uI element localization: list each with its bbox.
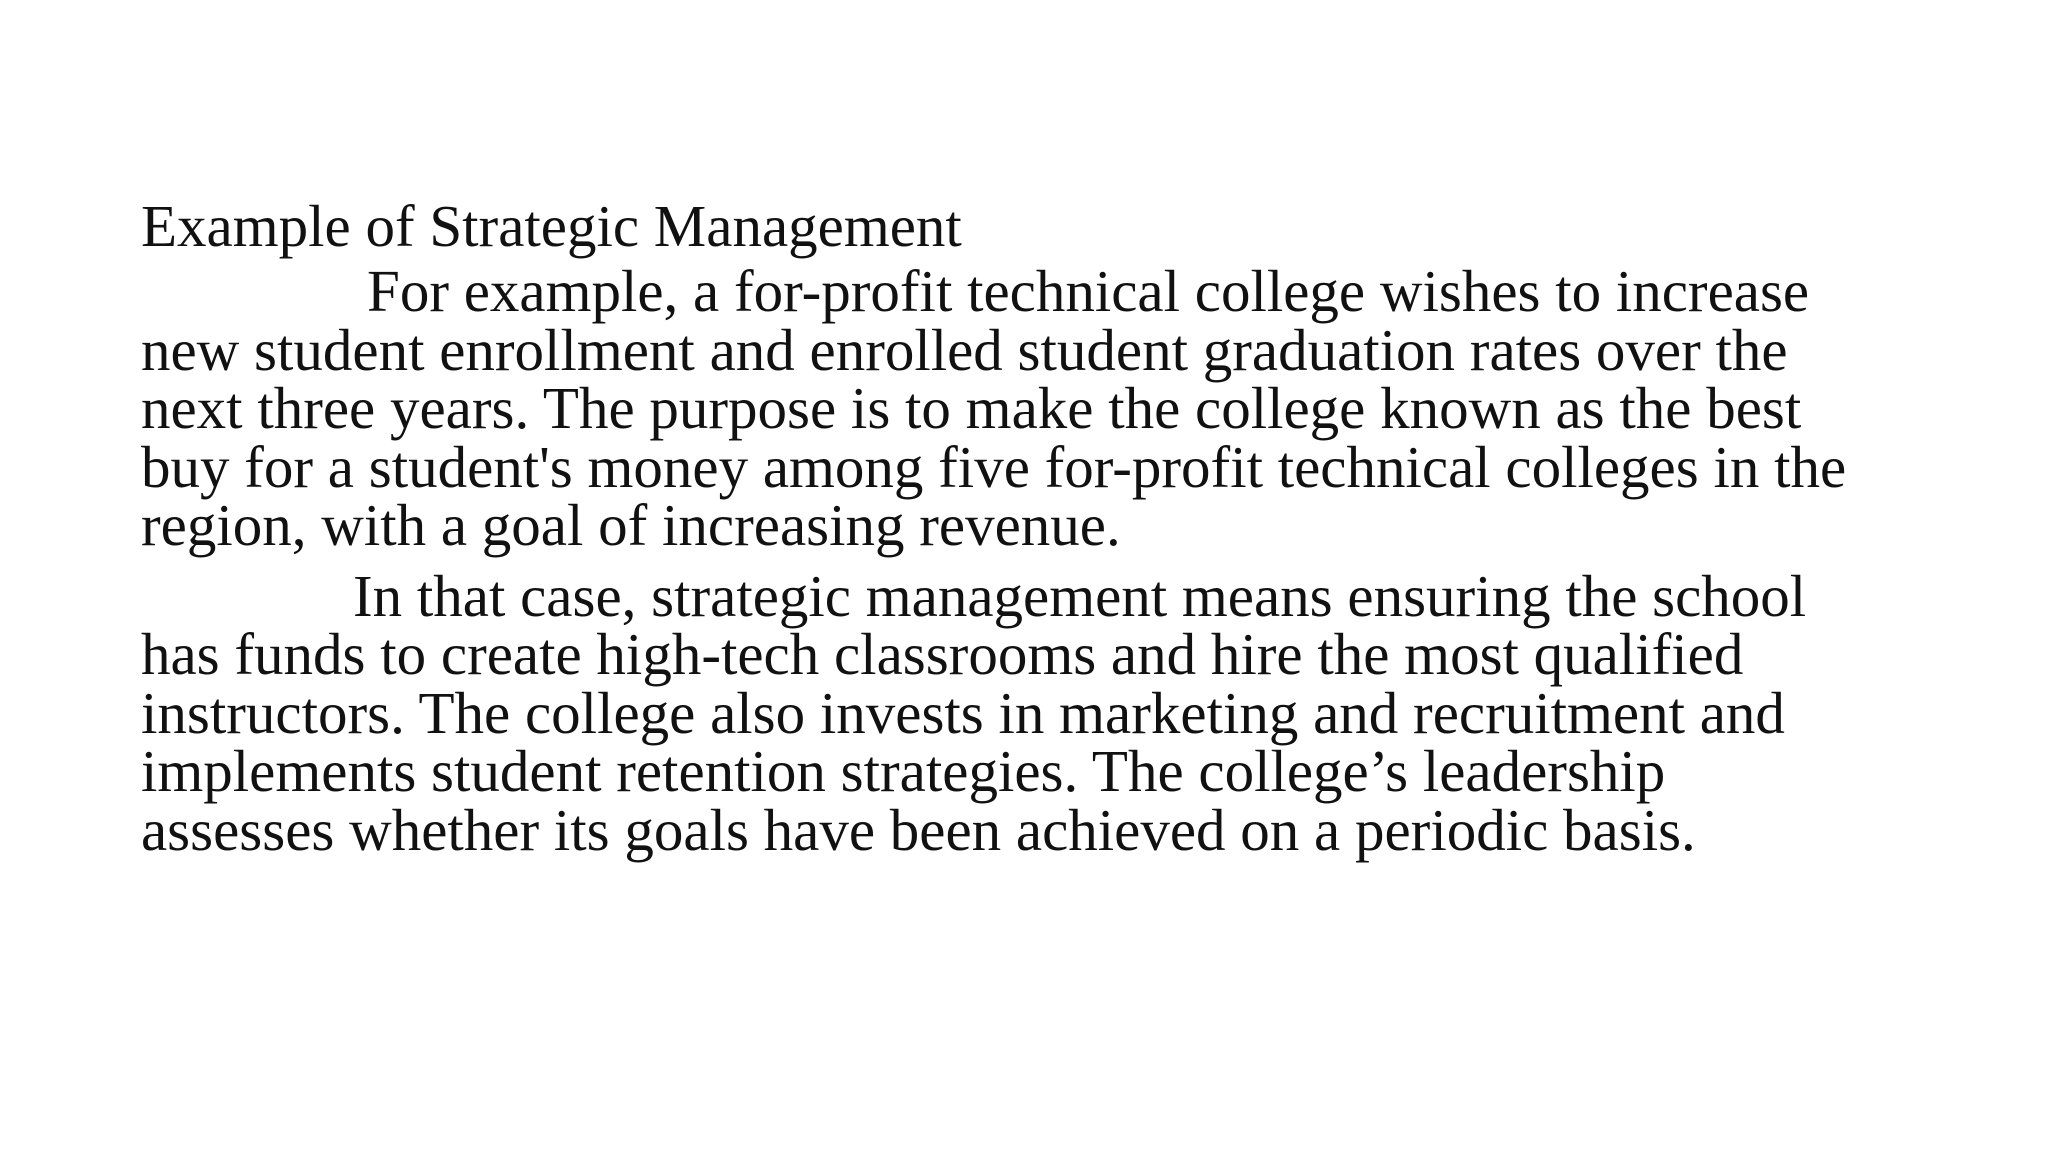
paragraph-line: new student enrollment and enrolled student graduation rates over the <box>141 316 1788 383</box>
paragraph-line: For example, a for-profit technical college wishes to increase <box>367 258 1810 324</box>
paragraph-line: instructors. The college also invests in marketing and recruitment and <box>141 679 1785 746</box>
paragraph-line: assesses whether its goals have been achieved on a periodic basis. <box>141 796 1696 863</box>
paragraph-line: next three years. The purpose is to make the college known as the best <box>141 375 1802 441</box>
paragraph-strategic-management <box>141 562 1941 863</box>
slide-content <box>141 192 1941 871</box>
paragraph-line: region, with a goal of increasing revenue. <box>141 492 1121 558</box>
paragraph-line: In that case, strategic management means ensuring the school <box>353 562 1807 629</box>
paragraph-line: implements student retention strategies. The college’s leadership <box>141 738 1666 804</box>
paragraph-line: buy for a student's money among five for-profit technical colleges in the <box>141 433 1847 500</box>
slide-title: Example of Strategic Management <box>141 193 962 259</box>
paragraph-example <box>141 258 1941 558</box>
paragraph-line: has funds to create high-tech classrooms and hire the most qualified <box>141 621 1744 687</box>
